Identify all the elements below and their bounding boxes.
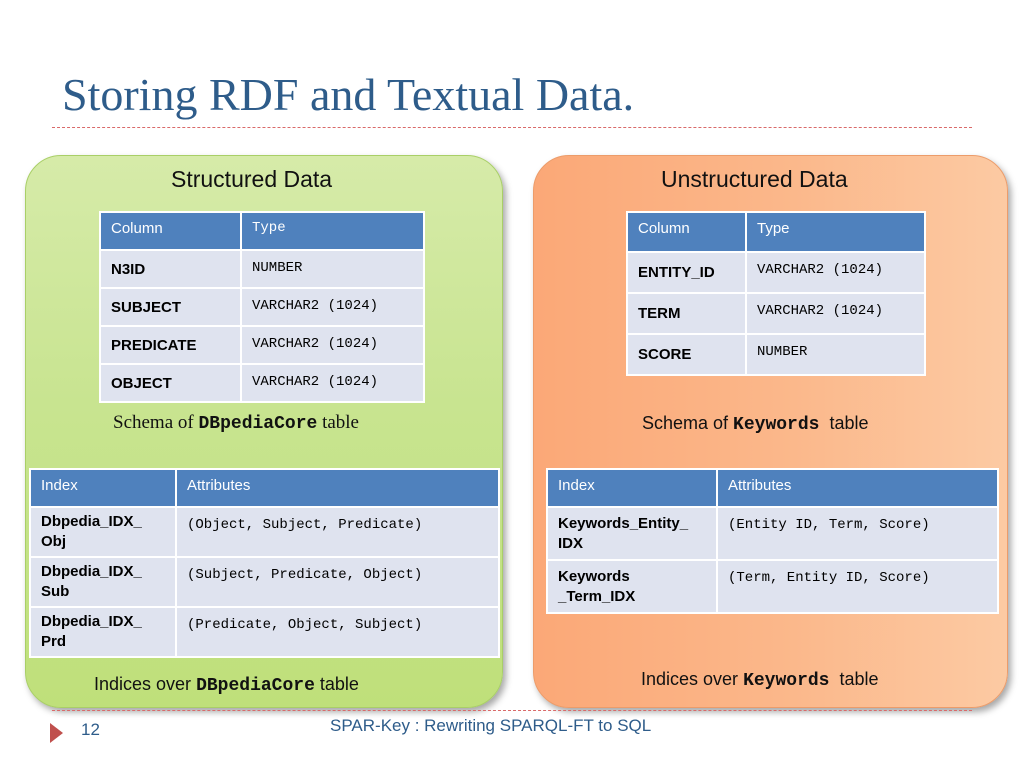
table-row xyxy=(100,288,424,326)
table-row xyxy=(100,364,424,402)
table-row xyxy=(627,334,925,375)
index-header: Index xyxy=(30,469,176,507)
footer-arrow-icon xyxy=(50,723,63,743)
dbpediacore-schema-caption: Schema of DBpediaCore table xyxy=(113,412,359,434)
table-row xyxy=(627,252,925,293)
index-attributes: (Subject, Predicate, Object) xyxy=(176,557,499,607)
column-name: ENTITY_ID xyxy=(627,252,746,293)
title-divider xyxy=(52,127,972,128)
attributes-header: Attributes xyxy=(717,469,998,507)
table-row xyxy=(30,507,499,557)
dbpediacore-schema-table xyxy=(99,211,425,403)
table-row xyxy=(30,607,499,657)
index-name: Keywords _Term_IDX xyxy=(547,560,717,613)
footer-divider xyxy=(52,710,972,711)
column-type: VARCHAR2 (1024) xyxy=(746,293,925,334)
dbpediacore-indices-caption: Indices over DBpediaCore table xyxy=(94,674,359,696)
table-row xyxy=(100,250,424,288)
table-row xyxy=(30,557,499,607)
dbpediacore-indices-table xyxy=(29,468,500,658)
structured-data-heading: Structured Data xyxy=(171,166,333,192)
page-number: 12 xyxy=(81,720,100,739)
column-name: SCORE xyxy=(627,334,746,375)
unstructured-data-heading: Unstructured Data xyxy=(661,166,848,192)
column-name: PREDICATE xyxy=(100,326,241,364)
index-name: Dbpedia_IDX_ Obj xyxy=(30,507,176,557)
column-type: NUMBER xyxy=(746,334,925,375)
type-header: Type xyxy=(241,212,424,250)
table-row xyxy=(100,326,424,364)
column-type: VARCHAR2 (1024) xyxy=(241,364,424,402)
column-name: SUBJECT xyxy=(100,288,241,326)
column-name: N3ID xyxy=(100,250,241,288)
keywords-indices-table xyxy=(546,468,999,614)
table-row xyxy=(627,293,925,334)
column-type: NUMBER xyxy=(241,250,424,288)
index-attributes: (Object, Subject, Predicate) xyxy=(176,507,499,557)
keywords-schema-caption: Schema of Keywords table xyxy=(642,413,869,435)
keywords-indices-caption: Indices over Keywords table xyxy=(641,669,879,691)
index-name: Dbpedia_IDX_ Sub xyxy=(30,557,176,607)
index-attributes: (Predicate, Object, Subject) xyxy=(176,607,499,657)
type-header: Type xyxy=(746,212,925,252)
column-name: OBJECT xyxy=(100,364,241,402)
index-name: Dbpedia_IDX_ Prd xyxy=(30,607,176,657)
column-header: Column xyxy=(100,212,241,250)
column-type: VARCHAR2 (1024) xyxy=(241,288,424,326)
index-header: Index xyxy=(547,469,717,507)
attributes-header: Attributes xyxy=(176,469,499,507)
table-row xyxy=(547,560,998,613)
column-header: Column xyxy=(627,212,746,252)
slide-title: Storing RDF and Textual Data. xyxy=(62,69,635,120)
index-name: Keywords_Entity_ IDX xyxy=(547,507,717,560)
table-row xyxy=(547,507,998,560)
footer-text: SPAR-Key : Rewriting SPARQL-FT to SQL xyxy=(330,716,652,735)
index-attributes: (Term, Entity ID, Score) xyxy=(717,560,998,613)
index-attributes: (Entity ID, Term, Score) xyxy=(717,507,998,560)
column-type: VARCHAR2 (1024) xyxy=(241,326,424,364)
keywords-schema-table xyxy=(626,211,926,376)
column-type: VARCHAR2 (1024) xyxy=(746,252,925,293)
column-name: TERM xyxy=(627,293,746,334)
